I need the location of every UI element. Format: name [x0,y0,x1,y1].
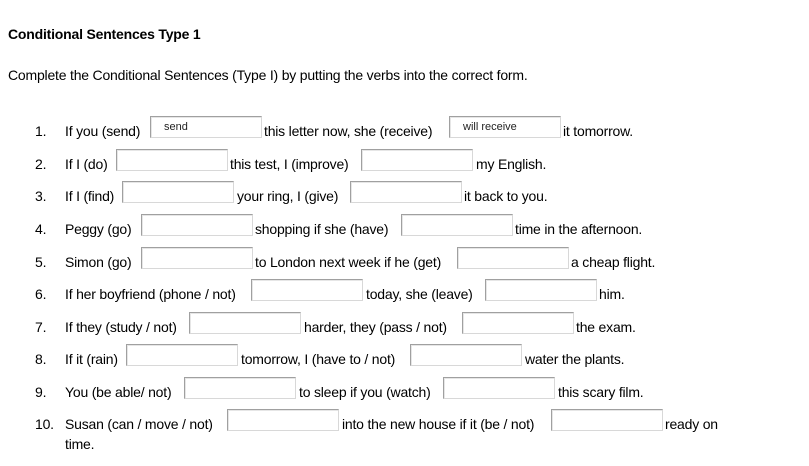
answer-field-10a[interactable] [227,409,339,431]
prompt-part-c: water the plants. [525,351,625,367]
prompt-part-b: shopping if she (have) [255,221,389,237]
prompt-part-c: the exam. [576,319,636,335]
answer-input[interactable] [552,410,662,430]
answer-input[interactable] [190,313,300,333]
answer-field-2a[interactable] [116,149,228,171]
prompt-part-b: into the new house if it (be / not) [342,416,535,432]
prompt-part-a: If it (rain) [65,351,118,367]
prompt-part-a: If I (find) [65,188,115,204]
continuation-text: time. [65,436,95,452]
prompt-part-a: If they (study / not) [65,319,177,335]
prompt-part-c: ready on [665,416,718,432]
answer-input[interactable] [151,117,261,137]
answer-input[interactable] [351,182,461,202]
prompt-part-c: this scary film. [558,384,644,400]
answer-field-4b[interactable] [401,214,513,236]
answer-input[interactable] [450,117,560,137]
answer-field-3a[interactable] [122,181,234,203]
prompt-part-b: tomorrow, I (have to / not) [241,351,396,367]
page-title: Conditional Sentences Type 1 [8,26,201,42]
answer-field-6b[interactable] [485,279,597,301]
answer-input[interactable] [252,280,362,300]
answer-input[interactable] [142,248,252,268]
item-number: 1. [35,123,47,139]
answer-field-1b[interactable] [449,116,561,138]
answer-input[interactable] [411,345,521,365]
answer-field-7a[interactable] [189,312,301,334]
item-number: 10. [35,416,54,432]
item-number: 6. [35,286,47,302]
item-number: 8. [35,351,47,367]
prompt-part-c: time in the afternoon. [515,221,643,237]
answer-field-9b[interactable] [443,377,555,399]
prompt-part-a: If her boyfriend (phone / not) [65,286,236,302]
answer-input[interactable] [127,345,237,365]
prompt-part-c: a cheap flight. [571,254,656,270]
instructions: Complete the Conditional Sentences (Type I) by putting the verbs into the correct form. [8,67,528,83]
answer-input[interactable] [362,150,472,170]
answer-input[interactable] [142,215,252,235]
prompt-part-a: If you (send) [65,123,141,139]
prompt-part-a: If I (do) [65,156,108,172]
answer-input[interactable] [486,280,596,300]
prompt-part-a: Simon (go) [65,254,132,270]
item-number: 4. [35,221,47,237]
answer-input[interactable] [123,182,233,202]
prompt-part-c: it back to you. [464,188,548,204]
answer-field-9a[interactable] [184,377,296,399]
answer-input[interactable] [228,410,338,430]
answer-input[interactable] [458,248,568,268]
prompt-part-b: harder, they (pass / not) [304,319,447,335]
answer-field-4a[interactable] [141,214,253,236]
prompt-part-c: him. [599,286,625,302]
answer-field-2b[interactable] [361,149,473,171]
item-number: 9. [35,384,47,400]
answer-input[interactable] [117,150,227,170]
answer-field-1a[interactable] [150,116,262,138]
prompt-part-b: this test, I (improve) [230,156,349,172]
prompt-part-b: today, she (leave) [366,286,473,302]
answer-field-6a[interactable] [251,279,363,301]
answer-field-8b[interactable] [410,344,522,366]
prompt-part-a: Susan (can / move / not) [65,416,213,432]
answer-field-10b[interactable] [551,409,663,431]
prompt-part-b: to sleep if you (watch) [299,384,431,400]
prompt-part-b: this letter now, she (receive) [264,123,433,139]
item-number: 7. [35,319,47,335]
answer-field-3b[interactable] [350,181,462,203]
answer-field-8a[interactable] [126,344,238,366]
answer-input[interactable] [185,378,295,398]
item-number: 5. [35,254,47,270]
answer-input[interactable] [444,378,554,398]
prompt-part-b: your ring, I (give) [237,188,339,204]
prompt-part-c: my English. [476,156,547,172]
item-number: 3. [35,188,47,204]
answer-field-7b[interactable] [462,312,574,334]
answer-field-5a[interactable] [141,247,253,269]
prompt-part-a: You (be able/ not) [65,384,172,400]
answer-input[interactable] [463,313,573,333]
prompt-part-c: it tomorrow. [563,123,633,139]
answer-field-5b[interactable] [457,247,569,269]
prompt-part-a: Peggy (go) [65,221,132,237]
prompt-part-b: to London next week if he (get) [255,254,442,270]
item-number: 2. [35,156,47,172]
answer-input[interactable] [402,215,512,235]
